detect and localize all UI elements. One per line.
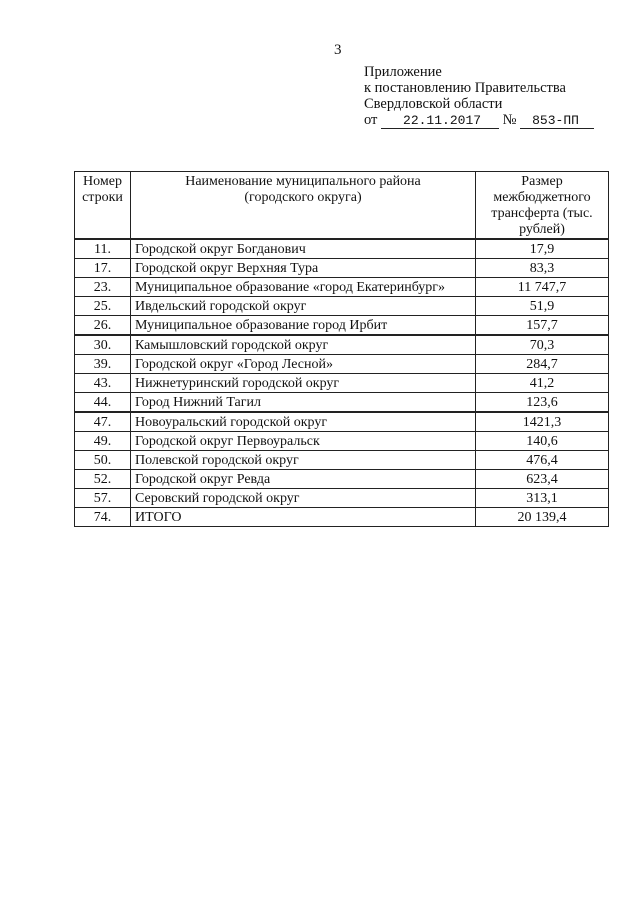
row-amount: 140,6 [476, 432, 609, 451]
table-row [75, 239, 609, 259]
row-number: 50. [75, 451, 131, 470]
transfer-table [74, 171, 609, 527]
row-amount: 1421,3 [476, 412, 609, 432]
table-row [75, 259, 609, 278]
row-number: 52. [75, 470, 131, 489]
header-name-line2: (городского округа) [244, 190, 362, 205]
table-row [75, 451, 609, 470]
row-amount: 157,7 [476, 316, 609, 336]
row-number: 26. [75, 316, 131, 336]
row-number: 11. [75, 239, 131, 259]
table-row [75, 393, 609, 413]
table-row [75, 278, 609, 297]
row-name: Городской округ Первоуральск [131, 432, 476, 451]
table-row [75, 432, 609, 451]
header-name [131, 172, 476, 240]
row-name: Камышловский городской округ [131, 335, 476, 355]
row-name: Муниципальное образование город Ирбит [131, 316, 476, 336]
number-prefix: № [502, 112, 517, 128]
header-amount: Размер межбюджетного трансферта (тыс. рублей) [476, 172, 609, 240]
table-total-row [75, 508, 609, 527]
row-name: Ивдельский городской округ [131, 297, 476, 316]
resolution-date: 22.11.2017 [381, 114, 499, 129]
row-amount: 17,9 [476, 239, 609, 259]
row-number: 57. [75, 489, 131, 508]
table-row [75, 316, 609, 336]
row-amount: 41,2 [476, 374, 609, 393]
row-amount: 284,7 [476, 355, 609, 374]
appendix-region: Свердловской области [364, 96, 503, 112]
row-name: Нижнетуринский городской округ [131, 374, 476, 393]
header-row-number: Номер строки [75, 172, 131, 240]
row-name: Городской округ Ревда [131, 470, 476, 489]
table-row [75, 489, 609, 508]
row-name: Новоуральский городской округ [131, 412, 476, 432]
table-row [75, 374, 609, 393]
table-header-row [75, 172, 609, 240]
row-number: 30. [75, 335, 131, 355]
row-amount: 83,3 [476, 259, 609, 278]
row-amount: 51,9 [476, 297, 609, 316]
row-number: 23. [75, 278, 131, 297]
table-row [75, 412, 609, 432]
appendix-header [364, 64, 594, 129]
row-number: 43. [75, 374, 131, 393]
appendix-date-line [364, 112, 594, 129]
appendix-resolution: к постановлению Правительства [364, 80, 566, 96]
row-name: Город Нижний Тагил [131, 393, 476, 413]
row-name: Городской округ Богданович [131, 239, 476, 259]
table-row [75, 335, 609, 355]
row-amount: 70,3 [476, 335, 609, 355]
row-number: 44. [75, 393, 131, 413]
row-name: Полевской городской округ [131, 451, 476, 470]
row-number: 17. [75, 259, 131, 278]
total-row-number: 74. [75, 508, 131, 527]
row-amount: 623,4 [476, 470, 609, 489]
page-number: 3 [334, 42, 342, 58]
total-amount: 20 139,4 [476, 508, 609, 527]
table-row [75, 355, 609, 374]
row-amount: 123,6 [476, 393, 609, 413]
table-row [75, 297, 609, 316]
row-name: Городской округ Верхняя Тура [131, 259, 476, 278]
row-name: Муниципальное образование «город Екатеринбург» [131, 278, 476, 297]
total-label: ИТОГО [131, 508, 476, 527]
row-amount: 313,1 [476, 489, 609, 508]
header-name-line1: Наименование муниципального района [185, 174, 421, 189]
table-row [75, 470, 609, 489]
row-name: Городской округ «Город Лесной» [131, 355, 476, 374]
appendix-title: Приложение [364, 64, 442, 80]
row-number: 39. [75, 355, 131, 374]
row-name: Серовский городской округ [131, 489, 476, 508]
date-prefix: от [364, 112, 378, 128]
row-amount: 476,4 [476, 451, 609, 470]
resolution-number: 853-ПП [520, 114, 594, 129]
row-number: 25. [75, 297, 131, 316]
row-amount: 11 747,7 [476, 278, 609, 297]
row-number: 47. [75, 412, 131, 432]
row-number: 49. [75, 432, 131, 451]
